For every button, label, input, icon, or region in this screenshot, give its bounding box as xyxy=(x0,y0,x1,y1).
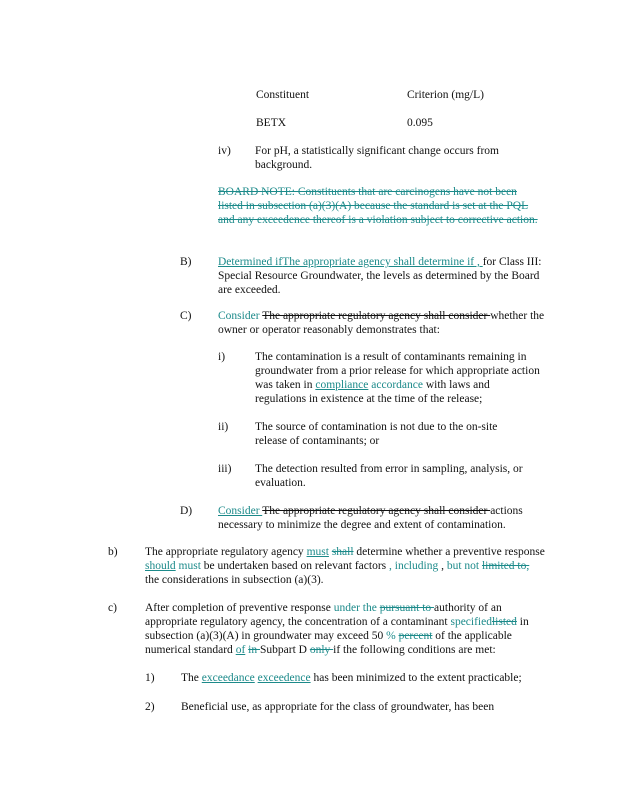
item-b-text-5: the considerations in subsection (a)(3). xyxy=(145,574,324,586)
item-b-insert-4: but not xyxy=(446,560,480,572)
item-c-insert-1: under the xyxy=(333,602,377,614)
item-c-text-2: authority of an appropriate regulatory agency, the concentration of a contaminant xyxy=(145,602,502,628)
item-c2-marker: 2) xyxy=(145,701,155,713)
item-c-text-1: After completion of preventive response xyxy=(145,602,334,614)
table-header-constituent: Constituent xyxy=(256,89,310,101)
item-D-marker: D) xyxy=(180,505,193,517)
item-D-deleted: The appropriate regulatory agency shall consider xyxy=(262,505,491,517)
item-D-text xyxy=(218,504,548,532)
item-c1-text-1: The xyxy=(181,672,202,684)
item-b-insert-3: , including xyxy=(389,560,439,572)
item-b-insert-2: should xyxy=(145,560,176,572)
item-iv-marker: iv) xyxy=(218,145,231,157)
item-c-marker: c) xyxy=(108,602,117,614)
item-c1-deleted: exceedence xyxy=(257,672,311,684)
item-B-marker: B) xyxy=(180,256,192,268)
item-C-i-insert: compliance xyxy=(315,379,369,391)
item-b-text-3: be undertaken based on relevant factors xyxy=(200,560,389,572)
item-c-text-5: Subpart D xyxy=(259,644,310,656)
item-B-text-2: for Class III: Special Resource Groundwater, the levels as determined by the Board are exceeded. xyxy=(218,256,542,296)
item-b-insert-1: must xyxy=(306,546,329,558)
item-b-marker: b) xyxy=(108,546,118,558)
item-C-i-text-2: with laws and regulations in existence at the time of the release; xyxy=(255,379,490,405)
item-c-insert-2: specified xyxy=(450,616,492,628)
item-c2-text: Beneficial use, as appropriate for the class of groundwater, has been xyxy=(181,701,495,713)
item-C-deleted: The appropriate regulatory agency shall consider xyxy=(262,310,491,322)
item-b-text-1: The appropriate regulatory agency xyxy=(145,546,307,558)
item-c-text-6: if the following conditions are met: xyxy=(333,644,496,656)
item-c-deleted-2: listed xyxy=(491,616,517,628)
board-note: BOARD NOTE: Constituents that are carcinogens have not been listed in subsection (a)(3)(A) because the standard is set at the PQL and any exceedence thereof is a violation subject to corrective action. xyxy=(218,186,538,226)
item-iv-text: For pH, a statistically significant change occurs from background. xyxy=(255,145,499,171)
item-b-text-4: , xyxy=(438,560,447,572)
item-C-text-1: whether the owner or operator reasonably demonstrates that: xyxy=(218,310,545,336)
table-header-criterion: Criterion (mg/L) xyxy=(407,89,484,101)
item-c-insert-3: % xyxy=(386,630,396,642)
item-C-iii-marker: iii) xyxy=(218,463,232,475)
item-B-text xyxy=(218,255,548,297)
item-c-deleted-3: percent xyxy=(398,630,433,642)
item-c-text-4: of the applicable numerical standard xyxy=(145,630,512,656)
item-B-insert-3: , xyxy=(474,256,483,268)
item-b-deleted-2: must xyxy=(178,560,201,572)
item-B-insert-1: Determined if xyxy=(218,256,283,268)
item-C-ii-marker: ii) xyxy=(218,421,229,433)
item-c-deleted-1: pursuant to xyxy=(379,602,435,614)
item-c1-text-2: has been minimized to the extent practicable; xyxy=(310,672,522,684)
item-D-text-1: actions necessary to minimize the degree and extent of contamination. xyxy=(218,505,523,531)
item-C-i-text xyxy=(255,350,541,406)
item-b-deleted-3: limited to, xyxy=(481,560,530,572)
item-c-insert-4: of xyxy=(235,644,246,656)
item-b-text-2: determine whether a preventive response xyxy=(353,546,545,558)
item-D-insert: Consider xyxy=(218,505,263,517)
item-c-deleted-5: only xyxy=(309,644,334,656)
item-c1-marker: 1) xyxy=(145,672,155,684)
table-cell-criterion: 0.095 xyxy=(407,117,433,129)
item-C-i-marker: i) xyxy=(218,351,226,363)
item-c-text xyxy=(145,601,545,657)
item-C-iii-text: The detection resulted from error in sampling, analysis, or evaluation. xyxy=(255,463,523,489)
item-C-text xyxy=(218,309,548,337)
item-B-insert-2: The appropriate agency shall determine if xyxy=(282,256,475,268)
item-C-i-deleted: accordance xyxy=(371,379,423,391)
item-C-insert: Consider xyxy=(218,310,263,322)
item-c-text-3: in subsection (a)(3)(A) in groundwater may exceed 50 xyxy=(145,616,529,642)
item-c1-text xyxy=(181,671,561,685)
item-C-marker: C) xyxy=(180,310,192,322)
item-b-text xyxy=(145,545,545,587)
item-b-deleted-1: shall xyxy=(331,546,354,558)
item-c-deleted-4: in xyxy=(248,644,260,656)
item-C-i-text-1: The contamination is a result of contaminants remaining in groundwater from a prior release for which appropriate action was taken in xyxy=(255,351,540,391)
table-cell-constituent: BETX xyxy=(256,117,287,129)
item-C-ii-text: The source of contamination is not due to the on-site release of contaminants; or xyxy=(255,421,498,447)
item-c1-insert: exceedance xyxy=(201,672,255,684)
